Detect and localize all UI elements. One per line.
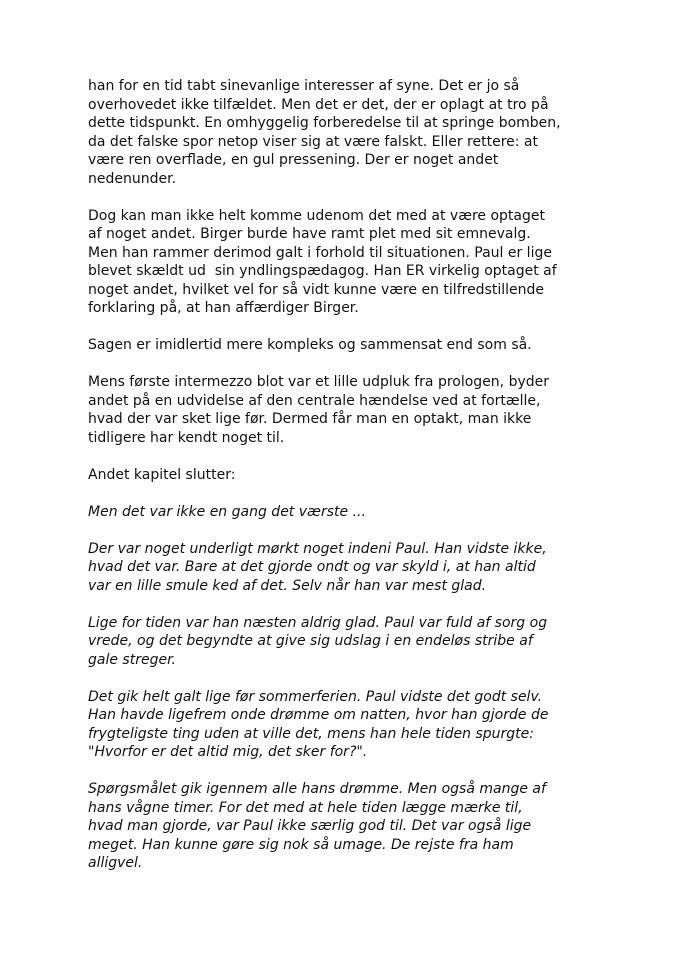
quoted-paragraph	[88, 614, 608, 670]
text-line: frygteligste ting uden at ville det, mens han hele tiden spurgte:	[88, 725, 534, 742]
text-line: noget andet, hvilket vel for så vidt kunne være en tilfredstillende	[88, 281, 545, 298]
body-paragraph	[88, 207, 608, 318]
text-line: Men han rammer derimod galt i forhold til situationen. Paul er lige	[88, 244, 552, 261]
text-line: han for en tid tabt sinevanlige interesser af syne. Det er jo så	[88, 78, 520, 94]
text-line: Spørgsmålet gik igennem alle hans drømme. Men også mange af	[88, 781, 546, 797]
text-line: gale streger.	[88, 651, 176, 668]
text-line: Der var noget underligt mørkt noget indeni Paul. Han vidste ikke,	[88, 540, 547, 557]
text-line: overhovedet ikke tilfældet. Men det er det, der er oplagt at tro på	[88, 96, 549, 113]
text-line: Lige for tiden var han næsten aldrig glad. Paul var fuld af sorg og	[88, 614, 548, 631]
text-line: Andet kapitel slutter:	[88, 466, 236, 483]
text-line: meget. Han kunne gøre sig nok så umage. De rejste fra ham	[88, 836, 514, 853]
text-line: hvad det var. Bare at det gjorde ondt og var skyld i, at han altid	[88, 559, 536, 575]
text-line: af noget andet. Birger burde have ramt plet med sit emnevalg.	[88, 226, 531, 242]
text-line: "Hvorfor er det altid mig, det sker for?".	[88, 744, 368, 760]
quoted-paragraph	[88, 780, 608, 873]
quoted-paragraph	[88, 503, 608, 522]
text-line: Han havde ligefrem onde drømme om natten, hvor han gjorde de	[88, 707, 549, 723]
text-line: forklaring på, at han affærdiger Birger.	[88, 300, 359, 316]
text-line: Men det var ikke en gang det værste ...	[88, 503, 366, 520]
text-line: dette tidspunkt. En omhyggelig forberedelse til at springe bomben,	[88, 115, 561, 131]
body-paragraph	[88, 373, 608, 447]
text-line: blevet skældt ud sin yndlingspædagog. Han ER virkelig optaget af	[88, 263, 557, 279]
text-line: Dog kan man ikke helt komme udenom det med at være optaget	[88, 207, 545, 224]
text-line: alligvel.	[88, 855, 143, 871]
document-page	[88, 77, 608, 891]
quoted-paragraph	[88, 688, 608, 762]
body-paragraph	[88, 336, 608, 355]
text-line: Mens første intermezzo blot var et lille udpluk fra prologen, byder	[88, 374, 550, 390]
text-line: hans vågne timer. For det med at hele tiden lægge mærke til,	[88, 799, 523, 816]
text-line: Det gik helt galt lige før sommerferien. Paul vidste det godt selv.	[88, 688, 543, 705]
text-line: vrede, og det begyndte at give sig udslag i en endeløs stribe af	[88, 633, 533, 649]
text-line: hvad man gjorde, var Paul ikke særlig god til. Det var også lige	[88, 818, 532, 834]
text-line: Sagen er imidlertid mere kompleks og sammensat end som så.	[88, 337, 532, 353]
quoted-paragraph	[88, 540, 608, 596]
text-line: tidligere har kendt noget til.	[88, 429, 285, 446]
body-paragraph	[88, 466, 608, 485]
text-line: være ren overflade, en gul pressening. Der er noget andet	[88, 152, 499, 168]
text-line: da det falske spor netop viser sig at være falskt. Eller rettere: at	[88, 133, 539, 150]
text-line: hvad der var sket lige før. Dermed får man en optakt, man ikke	[88, 411, 532, 427]
body-paragraph	[88, 77, 608, 188]
text-line: andet på en udvidelse af den centrale hændelse ved at fortælle,	[88, 392, 541, 409]
text-line: var en lille smule ked af det. Selv når han var mest glad.	[88, 577, 487, 594]
text-line: nedenunder.	[88, 170, 177, 187]
